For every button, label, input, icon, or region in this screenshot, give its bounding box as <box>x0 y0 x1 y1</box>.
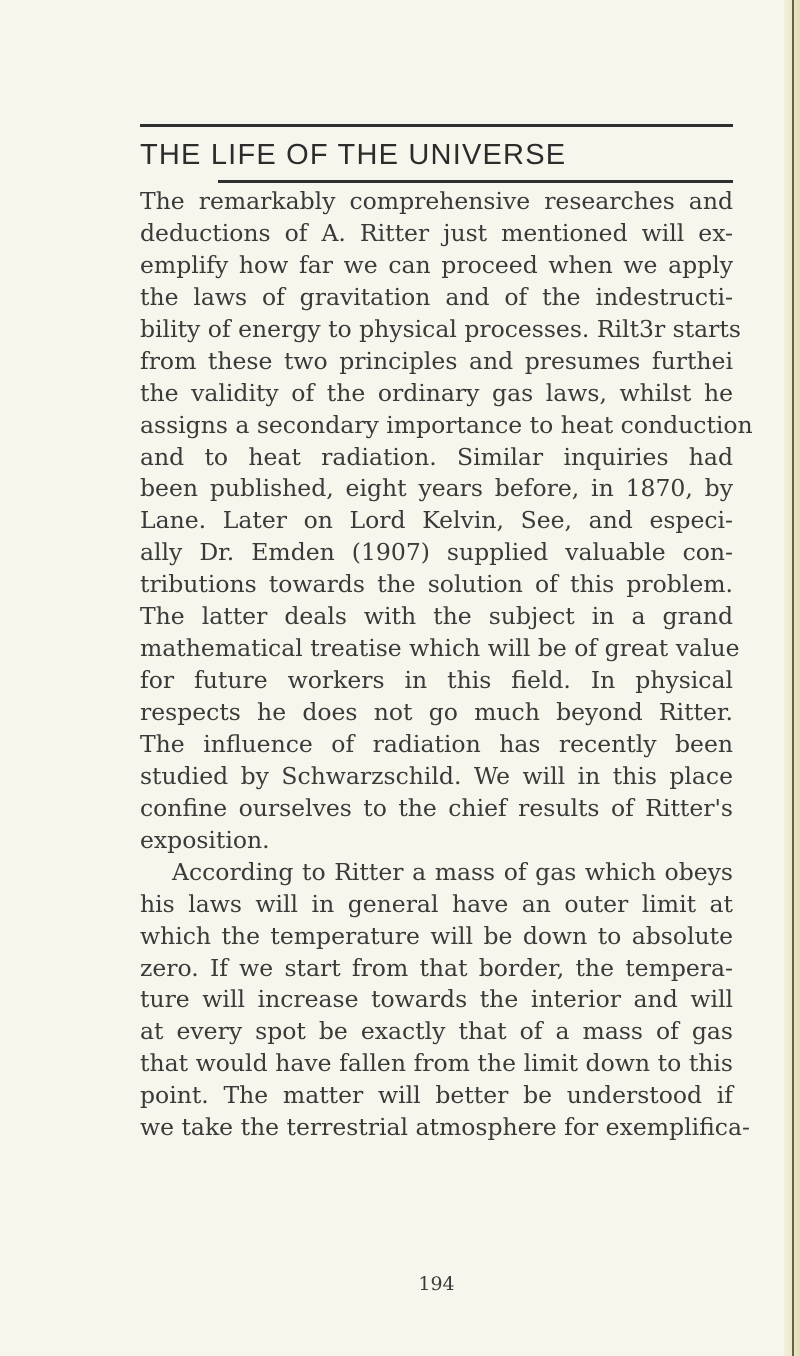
header-top-rule <box>140 124 733 127</box>
text-line: which the temperature will be down to absolute <box>140 921 733 950</box>
page-edge-line <box>792 0 794 1356</box>
text-line: According to Ritter a mass of gas which obeys <box>172 857 733 886</box>
text-line: ture will increase towards the interior and will <box>140 985 733 1014</box>
text-line: emplify how far we can proceed when we apply <box>140 250 733 279</box>
text-line: the validity of the ordinary gas laws, whilst he <box>140 378 733 407</box>
text-line: zero. If we start from that border, the tempera- <box>140 953 733 982</box>
text-line: we take the terrestrial atmosphere for exemplifica- <box>140 1113 750 1142</box>
text-line: The influence of radiation has recently been <box>140 729 733 758</box>
text-line: and to heat radiation. Similar inquiries had <box>140 442 733 471</box>
text-line: The remarkably comprehensive researches and <box>140 187 733 215</box>
text-line: from these two principles and presumes furthei <box>140 346 733 375</box>
text-line: the laws of gravitation and of the indestructi- <box>140 282 733 311</box>
text-line: bility of energy to physical processes. Rilt3r starts <box>140 314 741 343</box>
running-header-title: THE LIFE OF THE UNIVERSE <box>140 139 567 171</box>
text-line: tributions towards the solution of this problem. <box>140 570 733 599</box>
text-line: The latter deals with the subject in a grand <box>140 602 733 631</box>
text-line: for future workers in this field. In physical <box>140 666 733 695</box>
text-line: mathematical treatise which will be of great value <box>140 634 740 663</box>
text-line: point. The matter will better be understood if <box>140 1081 733 1110</box>
text-line: his laws will in general have an outer limit at <box>140 889 733 918</box>
text-line: deductions of A. Ritter just mentioned will ex- <box>140 218 733 247</box>
text-line: exposition. <box>140 825 270 854</box>
text-line: respects he does not go much beyond Ritter. <box>140 698 733 726</box>
text-line: studied by Schwarzschild. We will in this place <box>140 761 733 790</box>
text-line: confine ourselves to the chief results of Ritter's <box>140 793 733 822</box>
text-line: been published, eight years before, in 1870, by <box>140 474 733 503</box>
page-number: 194 <box>418 1273 455 1295</box>
text-line: at every spot be exactly that of a mass of gas <box>140 1017 733 1046</box>
text-line: that would have fallen from the limit down to this <box>140 1049 733 1078</box>
text-line: Lane. Later on Lord Kelvin, See, and especi- <box>140 506 733 535</box>
body-text <box>140 186 753 1144</box>
text-line: assigns a secondary importance to heat conduction <box>140 410 753 439</box>
text-line: ally Dr. Emden (1907) supplied valuable con- <box>140 538 733 567</box>
header-bottom-rule <box>218 180 733 183</box>
